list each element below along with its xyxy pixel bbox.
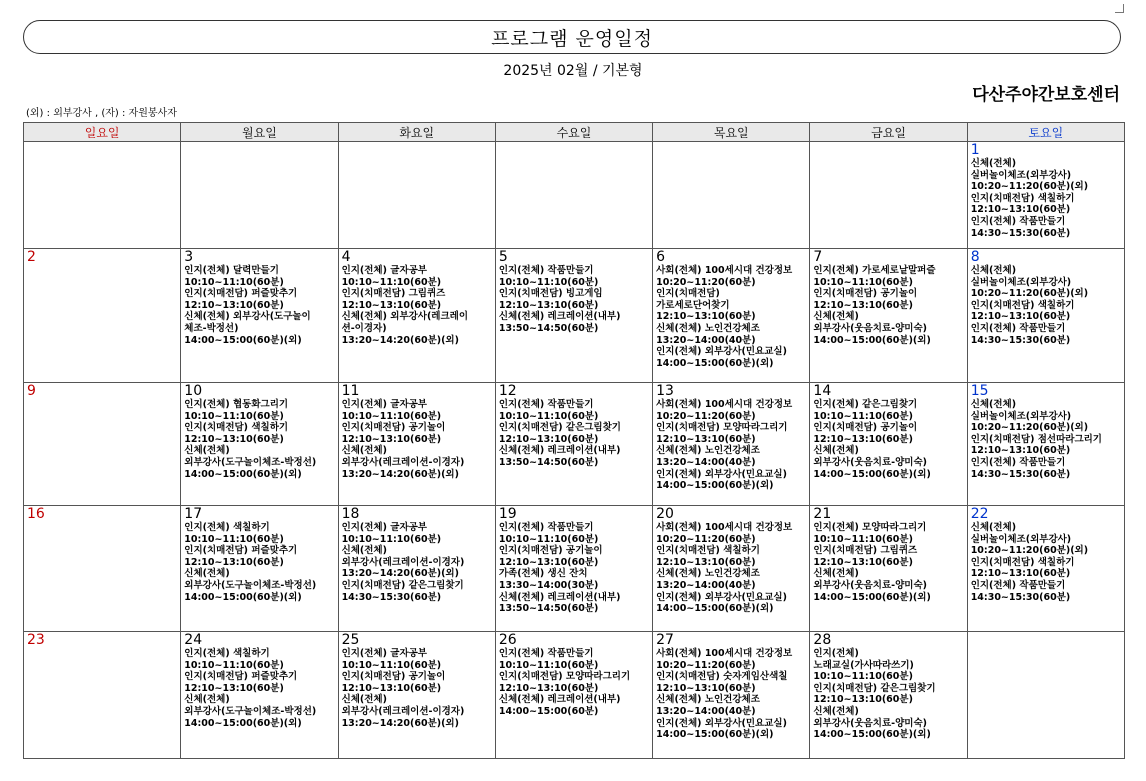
program-line: 12:10~13:10(60분) [813,433,913,445]
program-line: 외부강사(웃음치료-양미숙) [813,322,927,334]
day-number: 11 [341,383,360,399]
program-line: 12:10~13:10(60분) [813,556,913,568]
program-line: 14:00~15:00(60분)(외) [184,591,302,603]
day-number: 25 [341,632,360,648]
program-line: 14:00~15:00(60분) [498,705,599,717]
program-line: 10:20~11:20(60분) [656,533,756,545]
day-cell [967,249,1124,383]
program-line: 인지(전체) 가로세로낱말퍼즐 [813,265,936,276]
program-line: 10:10~11:10(60분) [813,410,913,422]
program-line: 14:00~15:00(60분)(외) [813,334,931,346]
program-line: 인지(전체) [813,648,859,659]
program-line: 14:00~15:00(60분)(외) [656,480,774,492]
program-line: 14:00~15:00(60분)(외) [813,468,931,480]
schedule-calendar [23,122,1125,759]
program-line: 12:10~13:10(60분) [656,433,756,445]
program-line: 10:20~11:20(60분) [656,410,756,422]
program-line: 10:10~11:10(60분) [184,659,284,671]
program-line: 13:20~14:00(40분) [656,705,756,717]
page-title: 프로그램 운영일정 [491,27,653,50]
day-number: 5 [498,249,508,265]
day-cell [24,383,181,506]
program-line: 신체(전체) 레크레이션(내부) [498,591,621,603]
program-line: 10:10~11:10(60분) [813,671,913,683]
program-line: 14:00~15:00(60분)(외) [184,334,302,346]
program-line: 사회(전체) 100세시대 건강정보 [656,265,793,276]
day-cell [967,142,1124,249]
day-cell [181,142,338,249]
week-row [24,506,1125,632]
program-line: 10:10~11:10(60분) [498,410,599,422]
program-line: 인지(전체) 작품만들기 [498,399,594,410]
program-line: 10:20~11:20(60분) [656,659,756,671]
day-number: 4 [341,249,351,265]
program-line: 인지(치매전담) 퍼즐맞추기 [184,545,298,557]
program-line: 인지(치매전담) 그림퀴즈 [341,288,446,300]
program-line: 신체(전체) 노인건강체조 [656,445,760,457]
program-line: 12:10~13:10(60분) [970,204,1071,216]
program-line: 션-이경자) [341,322,387,334]
weekday-header-tuesday: 화요일 [338,123,495,142]
program-line: 13:20~14:20(60분)(외) [341,717,459,729]
day-cell [181,249,338,383]
program-line: 10:20~11:20(60분)(외) [970,288,1089,300]
day-number: 7 [813,249,823,265]
program-line: 13:50~14:50(60분) [498,603,599,615]
week-row [24,142,1125,249]
program-line: 12:10~13:10(60분) [970,568,1071,580]
day-cell [810,142,967,249]
program-line: 인지(치매전담) 퍼즐맞추기 [184,288,298,300]
day-number: 3 [184,249,194,265]
program-line: 14:00~15:00(60분)(외) [184,468,302,480]
program-line: 인지(전체) 작품만들기 [970,215,1066,227]
day-cell [495,632,652,759]
program-line: 신체(전체) [184,694,230,706]
day-cell [495,506,652,632]
program-line: 10:10~11:10(60분) [498,276,599,288]
program-line: 14:30~15:30(60분) [970,591,1071,603]
day-number: 14 [813,383,832,399]
day-cell [495,383,652,506]
program-line: 인지(치매전담) 그림퀴즈 [813,545,918,557]
program-line: 신체(전체) 레크레이션(내부) [498,445,621,457]
day-cell [24,506,181,632]
program-line: 신체(전체) 레크레이션(내부) [498,311,621,323]
program-line: 12:10~13:10(60분) [184,299,284,311]
day-number: 15 [970,383,989,399]
program-line: 12:10~13:10(60분) [813,694,913,706]
weekday-header-thursday: 목요일 [653,123,810,142]
day-cell [653,383,810,506]
day-cell [338,249,495,383]
program-line: 12:10~13:10(60분) [656,682,756,694]
day-cell [810,506,967,632]
program-line: 신체(전체) [813,705,859,717]
program-line: 14:00~15:00(60분)(외) [184,717,302,729]
program-line: 신체(전체) 노인건강체조 [656,322,760,334]
program-line: 14:00~15:00(60분)(외) [656,357,774,369]
day-cell [338,632,495,759]
program-line: 12:10~13:10(60분) [184,682,284,694]
program-line: 신체(전체) [970,265,1017,276]
program-line: 신체(전체) [970,158,1017,169]
program-line: 신체(전체) [341,694,387,706]
program-line: 10:10~11:10(60분) [184,533,284,545]
day-number: 21 [813,506,832,522]
program-line: 인지(전체) 외부강사(민요교실) [656,468,787,480]
day-number: 2 [27,249,36,265]
weekday-header-sunday: 일요일 [24,123,181,142]
program-line: 인지(치매전담) 색칠하기 [184,422,289,434]
program-line: 인지(전체) 작품만들기 [970,322,1066,334]
program-line: 10:10~11:10(60분) [498,533,599,545]
program-line: 노래교실(가사따라쓰기) [813,659,914,671]
day-number: 22 [970,506,989,522]
day-cell [810,632,967,759]
day-cell [810,249,967,383]
day-cell [495,142,652,249]
program-line: 14:30~15:30(60분) [341,591,442,603]
program-line: 가로세로단어찾기 [656,299,730,311]
day-number: 1 [970,142,980,158]
program-line: 13:20~14:20(60분)(외) [341,334,459,346]
program-line: 인지(치매전담) 숫자게임산색칠 [656,671,788,683]
week-row [24,249,1125,383]
program-line: 신체(전체) 레크레이션(내부) [498,694,621,706]
program-line: 인지(치매전담) 공기놀이 [341,671,446,683]
program-line: 인지(전체) 글자공부 [341,265,427,276]
program-line: 14:00~15:00(60분)(외) [656,603,774,615]
program-line: 10:10~11:10(60분) [498,659,599,671]
program-line: 12:10~13:10(60분) [970,311,1071,323]
day-number: 12 [498,383,517,399]
day-cell [181,632,338,759]
day-cell [967,383,1124,506]
day-number: 17 [184,506,203,522]
program-line: 인지(전체) 작품만들기 [498,648,594,659]
day-cell [810,383,967,506]
program-line: 12:10~13:10(60분) [498,433,599,445]
program-line: 10:20~11:20(60분)(외) [970,422,1089,434]
program-line: 실버놀이체조(외부강사) [970,533,1072,545]
program-line: 13:50~14:50(60분) [498,322,599,334]
program-line: 12:10~13:10(60분) [341,299,442,311]
program-line: 인지(치매전담) 점선따라그리기 [970,433,1102,445]
day-number: 23 [27,632,45,648]
day-cell [181,506,338,632]
program-line: 인지(치매전담) 같은그림찾기 [341,579,464,591]
program-line: 인지(전체) 글자공부 [341,399,427,410]
program-line: 실버놀이체조(외부강사) [970,410,1072,422]
program-line: 인지(치매전담) 같은그림찾기 [813,682,936,694]
program-line: 인지(전체) 작품만들기 [498,265,594,276]
program-line: 신체(전체) [813,568,859,580]
program-line: 인지(전체) 색칠하기 [184,522,270,533]
program-line: 10:10~11:10(60분) [341,276,442,288]
program-line: 실버놀이체조(외부강사) [970,169,1072,181]
program-line: 인지(치매전담) 색칠하기 [970,299,1075,311]
program-line: 12:10~13:10(60분) [970,445,1071,457]
program-line: 인지(전체) 색칠하기 [184,648,270,659]
program-line: 인지(치매전담) 모양따라그리기 [656,422,788,434]
program-line: 10:10~11:10(60분) [813,533,913,545]
program-line: 10:20~11:20(60분) [656,276,756,288]
day-cell [653,506,810,632]
program-line: 외부강사(웃음치료-양미숙) [813,579,927,591]
day-cell [24,249,181,383]
program-line: 인지(전체) 외부강사(민요교실) [656,717,787,729]
program-line: 12:10~13:10(60분) [184,556,284,568]
program-line: 인지(전체) 글자공부 [341,648,427,659]
program-line: 인지(전체) 글자공부 [341,522,427,533]
program-line: 12:10~13:10(60분) [184,433,284,445]
page-subtitle: 2025년 02월 / 기본형 [503,63,643,79]
day-number: 28 [813,632,832,648]
program-line: 13:20~14:00(40분) [656,579,756,591]
program-line: 10:10~11:10(60분) [813,276,913,288]
program-line: 인지(치매전담) [656,288,720,300]
program-line: 인지(치매전담) 같은그림찾기 [498,422,621,434]
week-row [24,383,1125,506]
day-number: 16 [27,506,45,522]
program-line: 인지(전체) 작품만들기 [970,456,1066,468]
program-line: 신체(전체) [184,568,230,580]
day-number: 6 [656,249,666,265]
program-line: 인지(전체) 협동화그리기 [184,399,289,410]
day-number: 20 [656,506,674,522]
day-number: 10 [184,383,203,399]
program-line: 13:20~14:00(40분) [656,456,756,468]
program-line: 신체(전체) [970,522,1017,533]
program-line: 인지(전체) 같은그림찾기 [813,399,918,410]
program-line: 인지(치매전담) 색칠하기 [970,556,1075,568]
day-number: 24 [184,632,203,648]
program-line: 사회(전체) 100세시대 건강정보 [656,399,793,410]
day-cell [653,249,810,383]
program-line: 14:00~15:00(60분)(외) [656,729,774,741]
program-line: 인지(전체) 작품만들기 [970,579,1066,591]
program-line: 신체(전체) 노인건강체조 [656,568,760,580]
program-line: 10:10~11:10(60분) [341,410,442,422]
program-line: 인지(치매전담) 색칠하기 [970,192,1075,204]
program-line: 10:10~11:10(60분) [184,276,284,288]
program-line: 신체(전체) [341,445,387,457]
program-line: 실버놀이체조(외부강사) [970,276,1072,288]
day-number: 26 [498,632,517,648]
page-corner-mark [1115,4,1124,13]
program-line: 신체(전체) [970,399,1017,410]
day-cell [967,506,1124,632]
legend: (외) : 외부강사 , (자) : 자원봉사자 [26,108,177,119]
day-cell [24,632,181,759]
weekday-header-friday: 금요일 [810,123,967,142]
program-line: 12:10~13:10(60분) [656,556,756,568]
program-line: 12:10~13:10(60분) [341,433,442,445]
program-line: 신체(전체) [813,445,859,457]
program-line: 외부강사(도구놀이체조-박정선) [184,456,317,468]
program-line: 10:20~11:20(60분)(외) [970,181,1089,193]
program-line: 인지(전체) 달력만들기 [184,265,279,276]
program-line: 인지(치매전담) 공기놀이 [813,422,918,434]
program-line: 인지(치매전담) 공기놀이 [341,422,446,434]
program-line: 14:30~15:30(60분) [970,227,1071,239]
program-line: 체조-박정선) [184,322,239,334]
program-line: 가족(전체) 생신 잔치 [498,568,588,580]
program-line: 14:00~15:00(60분)(외) [813,729,931,741]
program-line: 12:10~13:10(60분) [498,682,599,694]
day-number: 13 [656,383,674,399]
program-line: 12:10~13:10(60분) [656,311,756,323]
weekday-header-saturday: 토요일 [967,123,1124,142]
day-number: 9 [27,383,36,399]
program-line: 신체(전체) 외부강사(레크레이 [341,311,469,323]
program-line: 외부강사(레크레이션-이경자) [341,556,465,568]
day-cell [338,142,495,249]
program-line: 신체(전체) [813,311,859,323]
program-line: 13:50~14:50(60분) [498,456,599,468]
program-line: 13:20~14:20(60분)(외) [341,568,459,580]
program-line: 인지(전체) 작품만들기 [498,522,594,533]
program-line: 13:30~14:00(30분) [498,579,599,591]
program-line: 13:20~14:00(40분) [656,334,756,346]
day-number: 19 [498,506,517,522]
program-line: 10:10~11:10(60분) [341,533,442,545]
day-cell [967,632,1124,759]
day-cell [495,249,652,383]
program-line: 외부강사(도구놀이체조-박정선) [184,705,317,717]
program-line: 인지(치매전담) 공기놀이 [813,288,918,300]
day-cell [24,142,181,249]
program-line: 인지(치매전담) 색칠하기 [656,545,760,557]
day-number: 8 [970,249,980,265]
program-line: 12:10~13:10(60분) [341,682,442,694]
program-line: 외부강사(레크레이션-이경자) [341,456,465,468]
day-number: 27 [656,632,674,648]
weekday-header-wednesday: 수요일 [495,123,652,142]
day-number: 18 [341,506,360,522]
program-line: 인지(치매전담) 빙고게임 [498,288,603,300]
program-line: 사회(전체) 100세시대 건강정보 [656,522,793,533]
day-cell [653,142,810,249]
program-line: 외부강사(도구놀이체조-박정선) [184,579,317,591]
program-line: 인지(전체) 모양따라그리기 [813,522,927,533]
program-line: 14:30~15:30(60분) [970,334,1071,346]
program-line: 사회(전체) 100세시대 건강정보 [656,648,793,659]
program-line: 신체(전체) 외부강사(도구놀이 [184,311,311,323]
day-cell [181,383,338,506]
center-name: 다산주야간보호센터 [972,85,1120,105]
weekday-header-monday: 월요일 [181,123,338,142]
program-line: 신체(전체) 노인건강체조 [656,694,760,706]
program-line: 신체(전체) [184,445,230,457]
program-line: 외부강사(웃음치료-양미숙) [813,717,927,729]
day-cell [338,383,495,506]
program-line: 10:20~11:20(60분)(외) [970,545,1089,557]
week-row [24,632,1125,759]
program-line: 13:20~14:20(60분)(외) [341,468,459,480]
program-line: 10:10~11:10(60분) [184,410,284,422]
program-line: 14:00~15:00(60분)(외) [813,591,931,603]
program-line: 12:10~13:10(60분) [498,556,599,568]
program-line: 외부강사(레크레이션-이경자) [341,705,465,717]
program-line: 인지(치매전담) 퍼즐맞추기 [184,671,298,683]
program-line: 12:10~13:10(60분) [498,299,599,311]
program-line: 인지(전체) 외부강사(민요교실) [656,346,787,358]
program-line: 인지(치매전담) 공기놀이 [498,545,603,557]
program-line: 10:10~11:10(60분) [341,659,442,671]
title-banner [23,20,1121,54]
program-line: 인지(치매전담) 모양따라그리기 [498,671,631,683]
program-line: 인지(전체) 외부강사(민요교실) [656,591,787,603]
program-line: 14:30~15:30(60분) [970,468,1071,480]
program-line: 신체(전체) [341,545,387,557]
program-line: 12:10~13:10(60분) [813,299,913,311]
day-cell [338,506,495,632]
weekday-header-row [24,123,1125,142]
program-line: 외부강사(웃음치료-양미숙) [813,456,927,468]
day-cell [653,632,810,759]
